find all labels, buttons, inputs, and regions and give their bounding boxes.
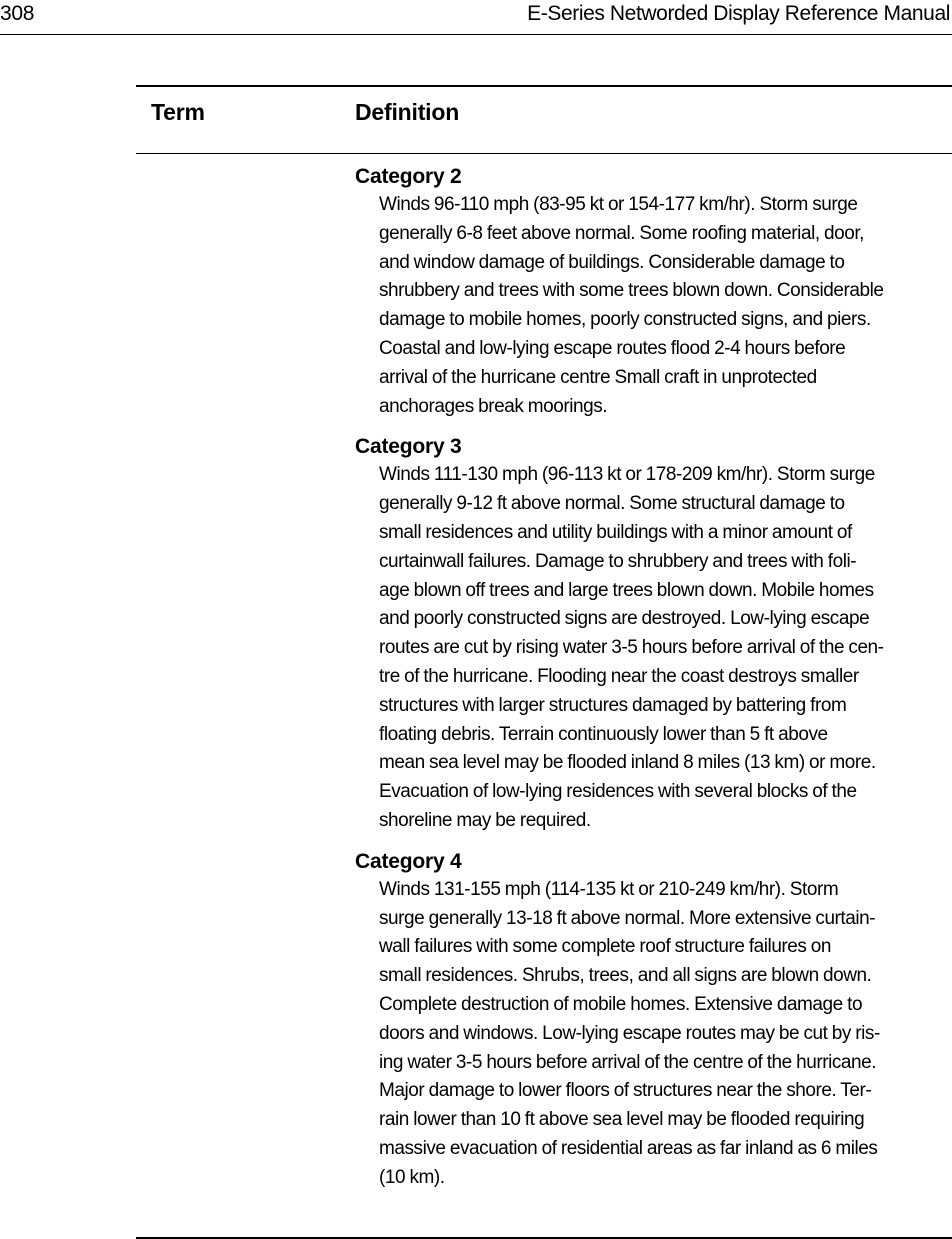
definition-entry-category-3 [355, 433, 952, 835]
table-top-rule [136, 85, 952, 87]
column-header-definition: Definition [355, 99, 460, 125]
entry-title: Category 2 [355, 165, 462, 188]
entry-title: Category 3 [355, 435, 462, 459]
entry-body: Winds 96-110 mph (83-95 kt or 154-177 km/hr). Storm surge generally 6-8 feet above normal. Some roofing material, door, and window damage of buildings. Considerable damage to shrubbery and trees with some trees blown down. Considerable damage to mobile homes, poorly constructed signs, and piers. Coastal and low-lying escape routes flood 2-4 hours before arrival of the hurricane centre Small craft in unprotected anchorages break moorings. [379, 194, 884, 417]
entry-title: Category 4 [355, 849, 462, 873]
definition-list [355, 163, 952, 1205]
table-header-rule [136, 153, 952, 154]
manual-title: E-Series Networded Display Reference Manual [527, 2, 950, 25]
page-number: 308 [0, 2, 35, 25]
entry-body: Winds 111-130 mph (96-113 kt or 178-209 km/hr). Storm surge generally 9-12 ft above normal. Some structural damage to small residences and utility buildings with a minor amount of curtainwall failures. Damage to shrubbery and trees with foli- age blown off trees and large trees blown down. Mobile homes and poorly constructed signs are destroyed. Low-lying escape routes are cut by rising water 3-5 hours before arrival of the cen- tre of the hurricane. Flooding near the coast destroys smaller structures with larger structures damaged by battering from floating debris. Terrain continuously lower than 5 ft above mean sea level may be flooded inland 8 miles (13 km) or more. Evacuation of low-lying residences with several blocks of the shoreline may be required. [379, 464, 884, 831]
entry-body: Winds 131-155 mph (114-135 kt or 210-249 km/hr). Storm surge generally 13-18 ft above normal. More extensive curtain- wall failures with some complete roof structure failures on small residences. Shrubs, trees, and all signs are blown down. Complete destruction of mobile homes. Extensive damage to doors and windows. Low-lying escape routes may be cut by ris- ing water 3-5 hours before arrival of the centre of the hurricane. Major damage to lower floors of structures near the shore. Ter- rain lower than 10 ft above sea level may be flooded requiring massive evacuation of residential areas as far inland as 6 miles (10 km). [379, 878, 880, 1188]
column-header-term: Term [151, 99, 205, 125]
page-header [0, 0, 952, 35]
definition-entry-category-2 [355, 163, 952, 421]
definition-entry-category-4 [355, 848, 952, 1193]
